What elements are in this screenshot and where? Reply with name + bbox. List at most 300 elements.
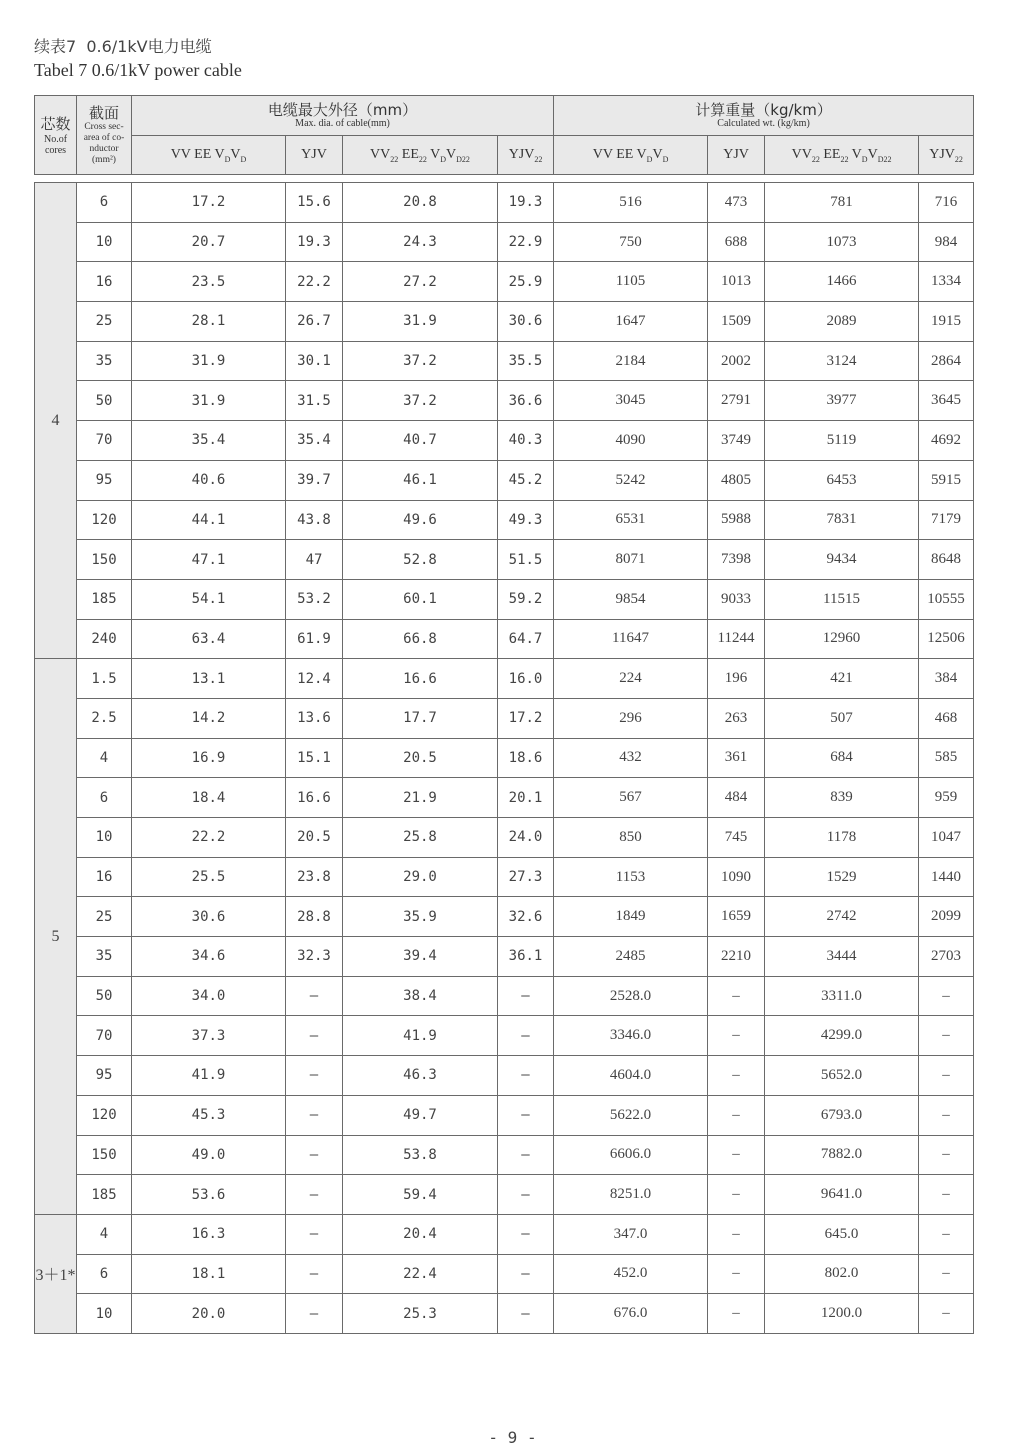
value-cell: 15.1 (286, 738, 343, 778)
value-cell: 20.5 (286, 818, 343, 858)
value-cell: – (498, 1056, 554, 1096)
table-header (34, 95, 974, 175)
value-cell: 49.7 (343, 1095, 498, 1135)
value-cell: 40.7 (343, 421, 498, 461)
value-cell: 716 (919, 183, 974, 223)
value-cell: 1334 (919, 262, 974, 302)
value-cell: 31.9 (132, 341, 286, 381)
table-row (35, 540, 974, 580)
value-cell: 35.5 (498, 341, 554, 381)
value-cell: 16.6 (286, 778, 343, 818)
value-cell: – (498, 1016, 554, 1056)
value-cell: 19.3 (286, 222, 343, 262)
value-cell: 11244 (708, 619, 765, 659)
section-cell: 4 (77, 738, 132, 778)
section-cell: 4 (77, 1214, 132, 1254)
value-cell: 196 (708, 659, 765, 699)
core-count-cell: 4 (35, 183, 77, 659)
value-cell: 5915 (919, 460, 974, 500)
value-cell: 37.2 (343, 381, 498, 421)
value-cell: 53.6 (132, 1175, 286, 1215)
data-table (34, 182, 974, 1334)
value-cell: 25.3 (343, 1294, 498, 1334)
table-row (35, 1016, 974, 1056)
value-cell: 49.6 (343, 500, 498, 540)
value-cell: 43.8 (286, 500, 343, 540)
value-cell: 24.3 (343, 222, 498, 262)
value-cell: – (498, 1135, 554, 1175)
section-cell: 185 (77, 1175, 132, 1215)
value-cell: 1200.0 (765, 1294, 919, 1334)
value-cell: 26.7 (286, 302, 343, 342)
value-cell: 10555 (919, 579, 974, 619)
value-cell: 20.7 (132, 222, 286, 262)
table-row (35, 818, 974, 858)
value-cell: 28.1 (132, 302, 286, 342)
value-cell: 4692 (919, 421, 974, 461)
value-cell: 224 (554, 659, 708, 699)
value-cell: 4805 (708, 460, 765, 500)
value-cell: 2528.0 (554, 976, 708, 1016)
table-row (35, 1135, 974, 1175)
value-cell: 432 (554, 738, 708, 778)
value-cell: 8648 (919, 540, 974, 580)
value-cell: 9641.0 (765, 1175, 919, 1215)
value-cell: – (919, 1214, 974, 1254)
value-cell: 31.9 (343, 302, 498, 342)
value-cell: 34.6 (132, 937, 286, 977)
value-cell: 30.1 (286, 341, 343, 381)
value-cell: 452.0 (554, 1254, 708, 1294)
value-cell: – (286, 1135, 343, 1175)
value-cell: 17.7 (343, 698, 498, 738)
value-cell: 36.1 (498, 937, 554, 977)
value-cell: 4604.0 (554, 1056, 708, 1096)
value-cell: 41.9 (132, 1056, 286, 1096)
value-cell: – (498, 1095, 554, 1135)
value-cell: 18.4 (132, 778, 286, 818)
value-cell: 1073 (765, 222, 919, 262)
value-cell: 9033 (708, 579, 765, 619)
value-cell: 384 (919, 659, 974, 699)
value-cell: 688 (708, 222, 765, 262)
header-section: 截面 Cross sec- area of co- nductor (mm²) (77, 96, 132, 175)
table-row (35, 1095, 974, 1135)
value-cell: 27.2 (343, 262, 498, 302)
value-cell: 6606.0 (554, 1135, 708, 1175)
section-cell: 120 (77, 500, 132, 540)
value-cell: – (919, 1016, 974, 1056)
header-max-diameter: 电缆最大外径（mm） Max. dia. of cable(mm) (132, 96, 554, 136)
value-cell: 4090 (554, 421, 708, 461)
value-cell: 40.6 (132, 460, 286, 500)
value-cell: 17.2 (498, 698, 554, 738)
table-row (35, 976, 974, 1016)
value-cell: 60.1 (343, 579, 498, 619)
value-cell: 1466 (765, 262, 919, 302)
section-cell: 70 (77, 1016, 132, 1056)
value-cell: 484 (708, 778, 765, 818)
value-cell: 9854 (554, 579, 708, 619)
value-cell: 3346.0 (554, 1016, 708, 1056)
value-cell: 63.4 (132, 619, 286, 659)
value-cell: 9434 (765, 540, 919, 580)
value-cell: 16.9 (132, 738, 286, 778)
value-cell: 473 (708, 183, 765, 223)
header-calculated-weight: 计算重量（kg/km） Calculated wt. (kg/km) (554, 96, 974, 136)
table-row (35, 381, 974, 421)
value-cell: 750 (554, 222, 708, 262)
value-cell: – (919, 1294, 974, 1334)
value-cell: – (286, 1016, 343, 1056)
value-cell: 296 (554, 698, 708, 738)
value-cell: 16.3 (132, 1214, 286, 1254)
value-cell: 1105 (554, 262, 708, 302)
value-cell: 14.2 (132, 698, 286, 738)
value-cell: 29.0 (343, 857, 498, 897)
value-cell: 28.8 (286, 897, 343, 937)
table-row (35, 262, 974, 302)
value-cell: 1509 (708, 302, 765, 342)
value-cell: 5652.0 (765, 1056, 919, 1096)
value-cell: – (708, 1254, 765, 1294)
value-cell: 5242 (554, 460, 708, 500)
value-cell: 7398 (708, 540, 765, 580)
section-cell: 16 (77, 262, 132, 302)
value-cell: 40.3 (498, 421, 554, 461)
value-cell: 6453 (765, 460, 919, 500)
value-cell: 37.3 (132, 1016, 286, 1056)
page-number: - 9 - (488, 1428, 537, 1447)
value-cell: 19.3 (498, 183, 554, 223)
value-cell: 8251.0 (554, 1175, 708, 1215)
table-row (35, 500, 974, 540)
value-cell: – (919, 1056, 974, 1096)
value-cell: – (708, 1294, 765, 1334)
value-cell: 13.1 (132, 659, 286, 699)
title-chinese: 续表7 0.6/1kV电力电缆 (34, 37, 212, 56)
value-cell: 839 (765, 778, 919, 818)
value-cell: 781 (765, 183, 919, 223)
col-yjv: YJV (286, 136, 343, 175)
section-cell: 50 (77, 381, 132, 421)
value-cell: 1090 (708, 857, 765, 897)
value-cell: 5119 (765, 421, 919, 461)
value-cell: 11647 (554, 619, 708, 659)
value-cell: 1659 (708, 897, 765, 937)
section-cell: 6 (77, 778, 132, 818)
value-cell: 676.0 (554, 1294, 708, 1334)
table-row (35, 183, 974, 223)
value-cell: – (286, 1254, 343, 1294)
value-cell: – (286, 1056, 343, 1096)
value-cell: 567 (554, 778, 708, 818)
value-cell: 2791 (708, 381, 765, 421)
value-cell: 20.4 (343, 1214, 498, 1254)
value-cell: 25.8 (343, 818, 498, 858)
value-cell: 23.8 (286, 857, 343, 897)
section-cell: 6 (77, 1254, 132, 1294)
value-cell: 38.4 (343, 976, 498, 1016)
value-cell: 2002 (708, 341, 765, 381)
value-cell: 12506 (919, 619, 974, 659)
value-cell: 2089 (765, 302, 919, 342)
value-cell: 850 (554, 818, 708, 858)
value-cell: 1153 (554, 857, 708, 897)
table-row (35, 579, 974, 619)
value-cell: 39.7 (286, 460, 343, 500)
table-row (35, 897, 974, 937)
value-cell: 1178 (765, 818, 919, 858)
value-cell: 53.2 (286, 579, 343, 619)
value-cell: – (498, 1214, 554, 1254)
value-cell: 2184 (554, 341, 708, 381)
value-cell: 1915 (919, 302, 974, 342)
table-row (35, 460, 974, 500)
value-cell: 53.8 (343, 1135, 498, 1175)
col-yjv22: $YJV_{22}$ (498, 136, 554, 175)
table-row (35, 222, 974, 262)
value-cell: 1849 (554, 897, 708, 937)
table-row (35, 857, 974, 897)
value-cell: 27.3 (498, 857, 554, 897)
value-cell: 35.9 (343, 897, 498, 937)
section-cell: 10 (77, 1294, 132, 1334)
value-cell: 7179 (919, 500, 974, 540)
value-cell: 34.0 (132, 976, 286, 1016)
value-cell: 20.8 (343, 183, 498, 223)
value-cell: 347.0 (554, 1214, 708, 1254)
section-cell: 35 (77, 341, 132, 381)
value-cell: – (708, 1135, 765, 1175)
value-cell: 30.6 (498, 302, 554, 342)
value-cell: 44.1 (132, 500, 286, 540)
value-cell: 25.9 (498, 262, 554, 302)
value-cell: 31.9 (132, 381, 286, 421)
value-cell: – (919, 1254, 974, 1294)
value-cell: 4299.0 (765, 1016, 919, 1056)
value-cell: 20.1 (498, 778, 554, 818)
value-cell: – (708, 1016, 765, 1056)
value-cell: 7831 (765, 500, 919, 540)
section-cell: 150 (77, 540, 132, 580)
value-cell: 20.5 (343, 738, 498, 778)
header-cores: 芯数 No.of cores (35, 96, 77, 175)
value-cell: 1440 (919, 857, 974, 897)
value-cell: 2485 (554, 937, 708, 977)
value-cell: 959 (919, 778, 974, 818)
section-cell: 150 (77, 1135, 132, 1175)
value-cell: – (498, 976, 554, 1016)
value-cell: 37.2 (343, 341, 498, 381)
table-row (35, 1175, 974, 1215)
value-cell: – (498, 1175, 554, 1215)
section-cell: 95 (77, 1056, 132, 1096)
value-cell: 49.3 (498, 500, 554, 540)
section-cell: 10 (77, 818, 132, 858)
value-cell: 745 (708, 818, 765, 858)
value-cell: 16.0 (498, 659, 554, 699)
value-cell: 22.9 (498, 222, 554, 262)
value-cell: 59.2 (498, 579, 554, 619)
value-cell: 516 (554, 183, 708, 223)
value-cell: 35.4 (132, 421, 286, 461)
value-cell: 66.8 (343, 619, 498, 659)
value-cell: 2864 (919, 341, 974, 381)
value-cell: 59.4 (343, 1175, 498, 1215)
value-cell: 1647 (554, 302, 708, 342)
value-cell: – (286, 976, 343, 1016)
value-cell: 361 (708, 738, 765, 778)
value-cell: 3124 (765, 341, 919, 381)
value-cell: 507 (765, 698, 919, 738)
value-cell: 3045 (554, 381, 708, 421)
value-cell: 51.5 (498, 540, 554, 580)
value-cell: 3977 (765, 381, 919, 421)
value-cell: 13.6 (286, 698, 343, 738)
table-row (35, 1254, 974, 1294)
section-cell: 1.5 (77, 659, 132, 699)
value-cell: 36.6 (498, 381, 554, 421)
value-cell: 585 (919, 738, 974, 778)
value-cell: 2742 (765, 897, 919, 937)
value-cell: – (919, 1175, 974, 1215)
value-cell: 3749 (708, 421, 765, 461)
table-row (35, 738, 974, 778)
value-cell: 8071 (554, 540, 708, 580)
value-cell: 32.3 (286, 937, 343, 977)
value-cell: – (286, 1175, 343, 1215)
value-cell: 3645 (919, 381, 974, 421)
table-row (35, 778, 974, 818)
table-row (35, 302, 974, 342)
value-cell: 468 (919, 698, 974, 738)
value-cell: 21.9 (343, 778, 498, 818)
value-cell: 2099 (919, 897, 974, 937)
value-cell: 52.8 (343, 540, 498, 580)
section-cell: 10 (77, 222, 132, 262)
section-cell: 70 (77, 421, 132, 461)
value-cell: 6793.0 (765, 1095, 919, 1135)
value-cell: – (498, 1254, 554, 1294)
section-cell: 6 (77, 183, 132, 223)
value-cell: 5988 (708, 500, 765, 540)
value-cell: – (708, 1214, 765, 1254)
value-cell: 54.1 (132, 579, 286, 619)
value-cell: 1529 (765, 857, 919, 897)
value-cell: 984 (919, 222, 974, 262)
title-english: Tabel 7 0.6/1kV power cable (34, 60, 242, 80)
value-cell: 61.9 (286, 619, 343, 659)
value-cell: 2703 (919, 937, 974, 977)
value-cell: – (498, 1294, 554, 1334)
table-row (35, 937, 974, 977)
value-cell: 47 (286, 540, 343, 580)
col-wt-yjv22: $YJV_{22}$ (919, 136, 974, 175)
col-vv-ee-vdvd: VV EE $V_DV_D$ (132, 136, 286, 175)
col-wt-vv22-ee22-vdvd22: $VV_{22}$ $EE_{22}$ $V_DV_{D22}$ (765, 136, 919, 175)
value-cell: 16.6 (343, 659, 498, 699)
col-wt-vv-ee-vdvd: VV EE $V_DV_D$ (554, 136, 708, 175)
value-cell: – (708, 1175, 765, 1215)
value-cell: 45.3 (132, 1095, 286, 1135)
value-cell: 25.5 (132, 857, 286, 897)
table-row (35, 421, 974, 461)
value-cell: 39.4 (343, 937, 498, 977)
value-cell: 45.2 (498, 460, 554, 500)
value-cell: – (919, 976, 974, 1016)
section-cell: 120 (77, 1095, 132, 1135)
table-row (35, 341, 974, 381)
value-cell: 3444 (765, 937, 919, 977)
col-vv22-ee22-vdvd22: $VV_{22}$ $EE_{22}$ $V_DV_{D22}$ (343, 136, 498, 175)
value-cell: 15.6 (286, 183, 343, 223)
table-row (35, 1056, 974, 1096)
value-cell: 49.0 (132, 1135, 286, 1175)
section-cell: 2.5 (77, 698, 132, 738)
core-count-cell: 5 (35, 659, 77, 1215)
table-row (35, 1214, 974, 1254)
value-cell: 7882.0 (765, 1135, 919, 1175)
value-cell: 17.2 (132, 183, 286, 223)
value-cell: 32.6 (498, 897, 554, 937)
value-cell: 684 (765, 738, 919, 778)
value-cell: 41.9 (343, 1016, 498, 1056)
section-cell: 240 (77, 619, 132, 659)
value-cell: 12.4 (286, 659, 343, 699)
section-cell: 25 (77, 897, 132, 937)
section-cell: 35 (77, 937, 132, 977)
value-cell: 22.2 (286, 262, 343, 302)
value-cell: 2210 (708, 937, 765, 977)
value-cell: 263 (708, 698, 765, 738)
value-cell: 47.1 (132, 540, 286, 580)
value-cell: 18.1 (132, 1254, 286, 1294)
value-cell: – (708, 1095, 765, 1135)
section-cell: 185 (77, 579, 132, 619)
value-cell: 24.0 (498, 818, 554, 858)
value-cell: 22.4 (343, 1254, 498, 1294)
value-cell: 645.0 (765, 1214, 919, 1254)
value-cell: 11515 (765, 579, 919, 619)
table-row (35, 698, 974, 738)
section-cell: 25 (77, 302, 132, 342)
core-count-cell: 3＋1* (35, 1214, 77, 1333)
section-cell: 95 (77, 460, 132, 500)
table-row (35, 659, 974, 699)
value-cell: – (286, 1214, 343, 1254)
value-cell: 64.7 (498, 619, 554, 659)
value-cell: 46.1 (343, 460, 498, 500)
value-cell: 1047 (919, 818, 974, 858)
value-cell: 6531 (554, 500, 708, 540)
value-cell: 12960 (765, 619, 919, 659)
value-cell: 20.0 (132, 1294, 286, 1334)
value-cell: – (919, 1095, 974, 1135)
table-row (35, 619, 974, 659)
value-cell: 3311.0 (765, 976, 919, 1016)
col-wt-yjv: YJV (708, 136, 765, 175)
value-cell: – (708, 976, 765, 1016)
value-cell: 30.6 (132, 897, 286, 937)
value-cell: 31.5 (286, 381, 343, 421)
value-cell: 802.0 (765, 1254, 919, 1294)
value-cell: 5622.0 (554, 1095, 708, 1135)
value-cell: 421 (765, 659, 919, 699)
value-cell: 23.5 (132, 262, 286, 302)
value-cell: 22.2 (132, 818, 286, 858)
value-cell: – (708, 1056, 765, 1096)
